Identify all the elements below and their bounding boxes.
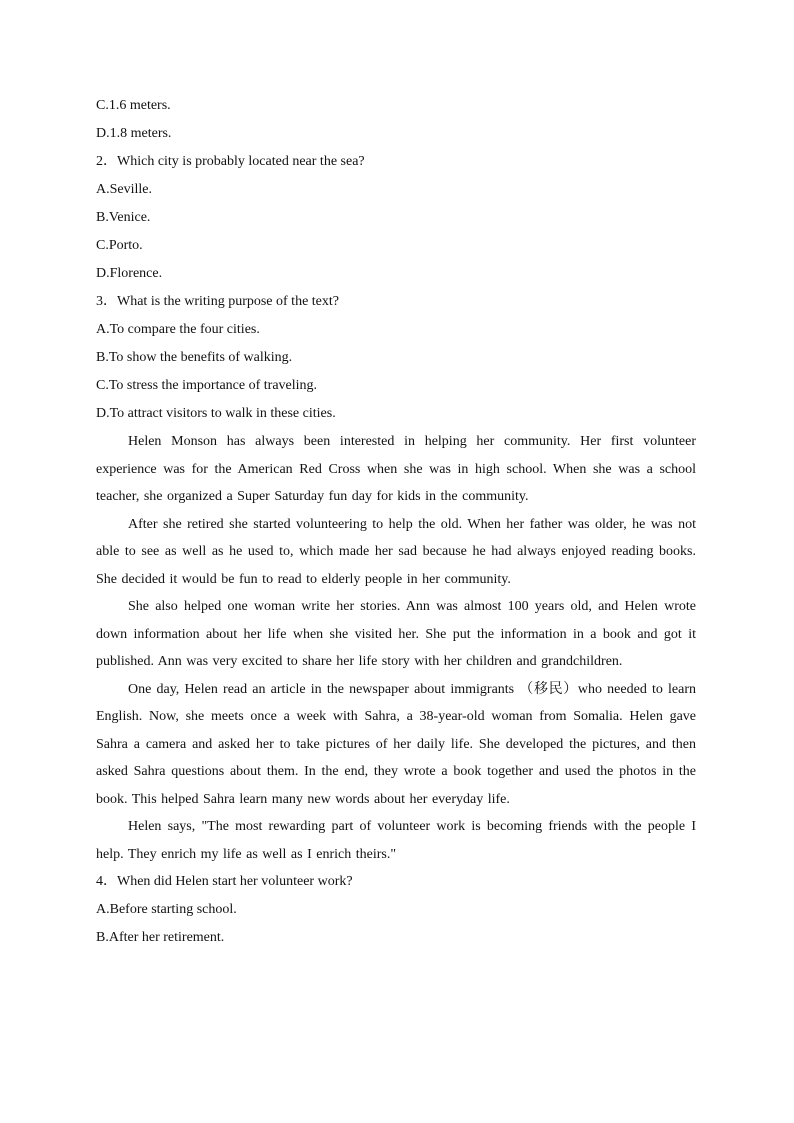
- q4-option-a: A.Before starting school.: [96, 902, 237, 917]
- passage-paragraph-5: Helen says, "The most rewarding part of volunteer work is becoming friends with the people I help. They enrich my life as well as I enrich theirs.": [96, 819, 696, 862]
- q3-option-d: D.To attract visitors to walk in these cities.: [96, 406, 336, 421]
- q4-option-b: B.After her retirement.: [96, 930, 225, 945]
- passage-paragraph-3: She also helped one woman write her stories. Ann was almost 100 years old, and Helen wrote down information about her life when she visited her. She put the information in a book and got it published. Ann was very excited to share her life story with her children and grandchildren.: [96, 599, 696, 669]
- q3-option-c: C.To stress the importance of traveling.: [96, 378, 318, 393]
- q2-option-a: A.Seville.: [96, 182, 152, 197]
- passage-paragraph-1: Helen Monson has always been interested in helping her community. Her first volunteer experience was for the American Red Cross when she was in high school. When she was a school teacher, she organized a Super Saturday fun day for kids in the community.: [96, 434, 696, 504]
- document-page: [96, 92, 696, 952]
- q1-option-d: D.1.8 meters.: [96, 126, 172, 141]
- q1-option-c: C.1.6 meters.: [96, 98, 171, 113]
- q2-stem: 2．Which city is probably located near the sea?: [96, 154, 365, 169]
- q4-stem: 4．When did Helen start her volunteer work?: [96, 874, 353, 889]
- passage-paragraph-4: One day, Helen read an article in the newspaper about immigrants （移民）who needed to learn English. Now, she meets once a week with Sahra, a 38-year-old woman from Somalia. Helen gave Sahra a camera and asked her to take pictures of her daily life. She developed the pictures, and then asked Sahra questions about them. In the end, they wrote a book together and used the photos in the book. This helped Sahra learn many new words about her everyday life.: [96, 681, 696, 807]
- q2-option-d: D.Florence.: [96, 266, 163, 281]
- q3-option-a: A.To compare the four cities.: [96, 322, 260, 337]
- q3-stem: 3．What is the writing purpose of the text?: [96, 294, 339, 309]
- passage-paragraph-2: After she retired she started volunteering to help the old. When her father was older, he was not able to see as well as he used to, which made her sad because he had always enjoyed reading books. She decided it would be fun to read to elderly people in her community.: [96, 516, 696, 587]
- q3-option-b: B.To show the benefits of walking.: [96, 350, 293, 365]
- q2-option-c: C.Porto.: [96, 238, 143, 253]
- q2-option-b: B.Venice.: [96, 210, 151, 225]
